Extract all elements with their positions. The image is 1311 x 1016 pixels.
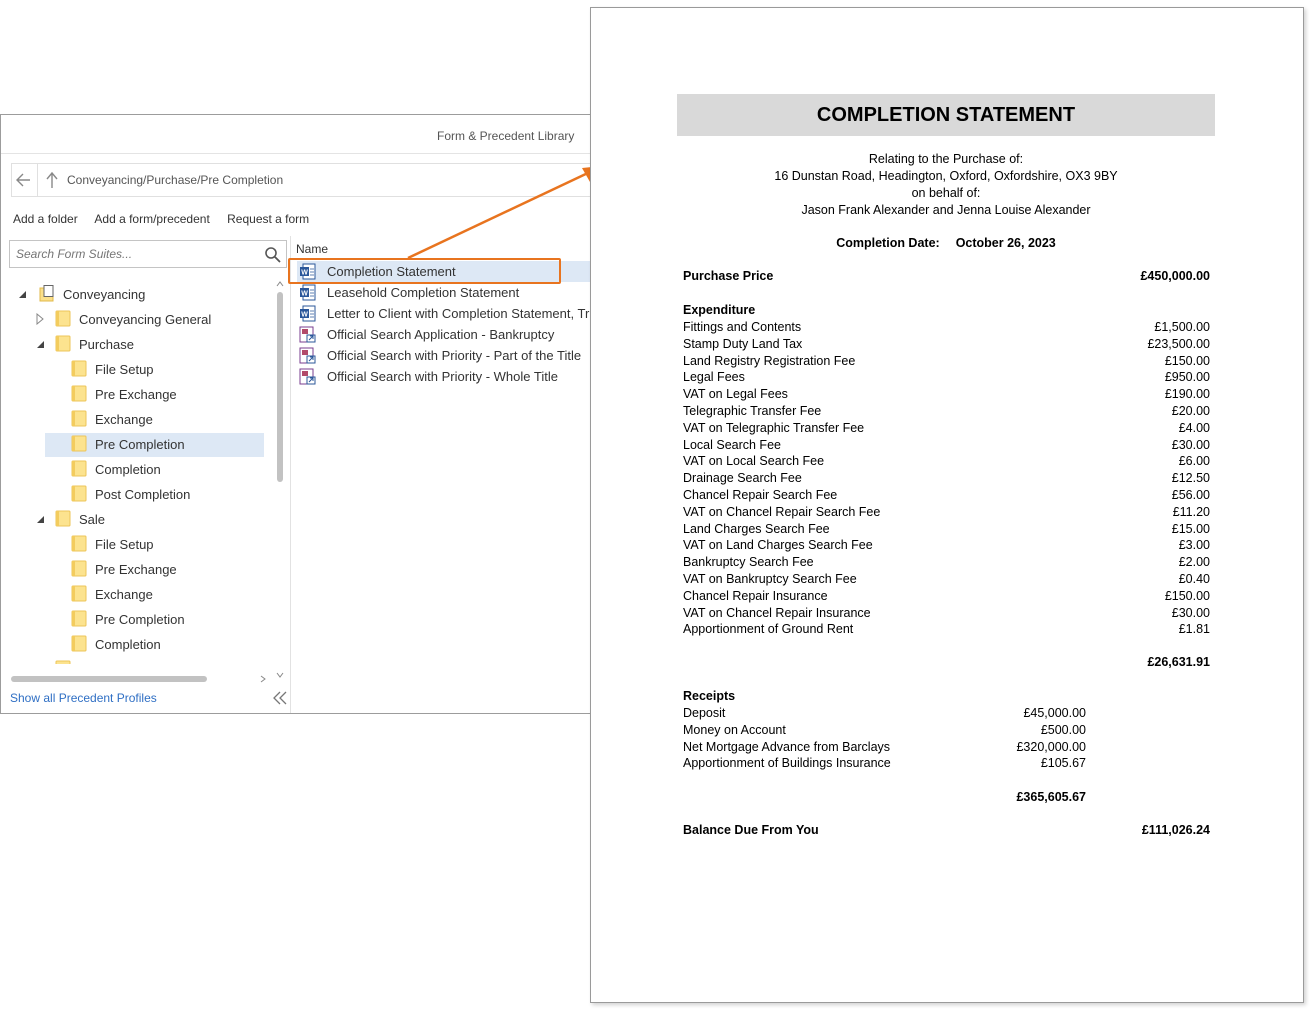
library-toolbar: [13, 212, 323, 226]
expenditure-row: [683, 454, 1210, 471]
expenditure-total: £26,631.91: [1147, 655, 1210, 669]
word-doc-icon: [299, 284, 316, 301]
form-shortcut-icon: [299, 368, 316, 385]
expenditure-amount: £0.40: [1178, 572, 1210, 586]
tree-item[interactable]: [1, 608, 271, 630]
file-label: Leasehold Completion Statement: [327, 285, 520, 300]
up-folder-button[interactable]: [42, 164, 62, 196]
tree-item[interactable]: [1, 308, 271, 330]
expenditure-row: [683, 488, 1210, 505]
breadcrumb-path[interactable]: Conveyancing/Purchase/Pre Completion: [67, 173, 284, 187]
request-form-button[interactable]: Request a form: [227, 212, 310, 226]
folder-icon: [71, 460, 87, 477]
expenditure-amount: £15.00: [1171, 521, 1210, 536]
expenditure-label: VAT on Bankruptcy Search Fee: [683, 572, 857, 586]
expenditure-row: [683, 354, 1210, 371]
expenditure-amount: £11.20: [1172, 504, 1210, 519]
tree-item-label: Sale: [79, 512, 106, 527]
up-arrow-icon: [42, 164, 62, 196]
balance-value: £111,026.24: [1141, 823, 1210, 837]
svg-text:W: W: [301, 311, 308, 319]
expenditure-row: [683, 387, 1210, 404]
tree-vertical-scrollbar[interactable]: [276, 282, 284, 672]
expenditure-label: VAT on Land Charges Search Fee: [683, 538, 873, 553]
expenditure-amount: £56.00: [1171, 488, 1210, 502]
expenditure-amount: £3.00: [1178, 538, 1210, 553]
expenditure-amount: £4.00: [1178, 420, 1210, 435]
file-label: Official Search Application - Bankruptcy: [327, 327, 555, 342]
tree-item-label: Pre Exchange: [95, 387, 177, 402]
file-row[interactable]: [297, 366, 600, 387]
expenditure-label: Stamp Duty Land Tax: [683, 336, 803, 351]
suite-folder-icon: [39, 285, 55, 302]
tree-item[interactable]: [1, 383, 271, 405]
form-shortcut-icon: [299, 347, 316, 364]
expenditure-amount: £12.50: [1171, 471, 1210, 486]
tree-item[interactable]: [1, 358, 271, 380]
folder-icon: [71, 435, 87, 452]
receipts-total-row: [683, 790, 1210, 807]
expenditure-label: Bankruptcy Search Fee: [683, 555, 814, 570]
expenditure-amount: £150.00: [1164, 588, 1210, 603]
expenditure-row: [683, 555, 1210, 572]
folder-icon: [71, 360, 87, 377]
tree-horizontal-scrollbar[interactable]: [11, 675, 271, 683]
folder-icon: [55, 660, 71, 664]
back-arrow-icon: [12, 164, 38, 196]
expenditure-label: Chancel Repair Insurance: [683, 588, 828, 603]
folder-icon: [71, 585, 87, 602]
expenditure-label: Land Charges Search Fee: [683, 521, 830, 536]
tree-item-label: Pre Completion: [95, 612, 185, 627]
highlight-box: [288, 258, 561, 284]
folder-icon: [71, 535, 87, 552]
receipt-row: [683, 723, 1210, 740]
expenditure-row: [683, 589, 1210, 606]
expenditure-row: [683, 404, 1210, 421]
tree-item-label: Exchange: [95, 587, 153, 602]
expenditure-amount: £6.00: [1178, 454, 1210, 469]
expenditure-label: VAT on Telegraphic Transfer Fee: [683, 420, 865, 435]
folder-icon: [71, 635, 87, 652]
collapse-pane-icon[interactable]: [271, 689, 289, 707]
address-bar: [11, 163, 600, 197]
receipt-row: [683, 756, 1210, 773]
expenditure-label: Drainage Search Fee: [683, 471, 802, 486]
tree-item-label: Conveyancing General: [79, 312, 212, 327]
receipt-label: Apportionment of Buildings Insurance: [683, 756, 891, 771]
search-input[interactable]: [16, 245, 256, 263]
folder-icon: [55, 510, 71, 527]
tree-item[interactable]: [1, 508, 271, 530]
receipt-label: Net Mortgage Advance from Barclays: [683, 739, 891, 754]
expenditure-heading-label: Expenditure: [683, 303, 756, 317]
tree-item-label: Completion: [95, 637, 161, 652]
document-title: COMPLETION STATEMENT: [677, 94, 1215, 136]
expenditure-amount: £190.00: [1164, 387, 1210, 402]
tree-item-label: Purchase: [79, 337, 134, 352]
expenditure-label: Fittings and Contents: [683, 320, 802, 334]
show-all-profiles-link[interactable]: Show all Precedent Profiles: [10, 691, 157, 705]
file-row[interactable]: [297, 303, 600, 324]
expenditure-row: [683, 606, 1210, 623]
folder-icon: [55, 310, 71, 327]
folder-icon: [71, 410, 87, 427]
title-divider: [1, 153, 600, 154]
svg-text:W: W: [301, 290, 308, 298]
receipt-label: Money on Account: [683, 722, 786, 737]
expenditure-row: [683, 320, 1210, 337]
expenditure-row: [683, 572, 1210, 589]
tree-item[interactable]: [1, 558, 271, 580]
receipt-row: [683, 706, 1210, 723]
receipts-heading: [683, 689, 1210, 706]
window-title: Form & Precedent Library: [437, 129, 575, 143]
expenditure-heading: [683, 303, 1210, 320]
expenditure-amount: £23,500.00: [1147, 336, 1210, 351]
tree-item-label: Post Completion: [95, 487, 191, 502]
balance-label: Balance Due From You: [683, 823, 819, 837]
balance-row: [683, 823, 1210, 840]
folder-icon: [71, 610, 87, 627]
purchase-price-label: Purchase Price: [683, 269, 774, 283]
tree-item[interactable]: [1, 433, 271, 455]
expenditure-label: Chancel Repair Search Fee: [683, 488, 838, 502]
receipt-amount: £105.67: [1040, 756, 1086, 771]
add-form-button[interactable]: Add a form/precedent: [94, 212, 210, 226]
word-doc-icon: [299, 305, 316, 322]
column-header-name[interactable]: Name: [296, 242, 329, 256]
folder-icon: [71, 385, 87, 402]
behalf-line: on behalf of:: [911, 186, 981, 200]
file-row[interactable]: [297, 324, 600, 345]
receipt-amount: £320,000.00: [1016, 739, 1086, 754]
receipts-heading-label: Receipts: [683, 689, 736, 703]
tree-item-label: File Setup: [95, 362, 154, 377]
back-button[interactable]: [12, 164, 38, 196]
folder-icon: [55, 335, 71, 352]
form-precedent-library-window: [0, 114, 600, 714]
expenditure-row: [683, 421, 1210, 438]
expenditure-row: [683, 505, 1210, 522]
form-shortcut-icon: [299, 326, 316, 343]
svg-text:W: W: [301, 269, 308, 277]
expenditure-label: VAT on Legal Fees: [683, 387, 788, 402]
expenditure-row: [683, 622, 1210, 639]
expenditure-label: VAT on Chancel Repair Insurance: [683, 605, 871, 620]
folder-icon: [71, 485, 87, 502]
expenditure-row: [683, 370, 1210, 387]
scroll-right-icon[interactable]: [259, 675, 267, 683]
tree-item-label: File Setup: [95, 537, 154, 552]
file-label: Letter to Client with Completion Statement, Tr: [327, 306, 590, 321]
tree-item[interactable]: [1, 333, 271, 355]
expanded-arrow-icon[interactable]: [17, 288, 27, 300]
purchase-price-row: [683, 269, 1210, 286]
purchase-price-value: £450,000.00: [1140, 269, 1210, 283]
pane-divider: [290, 236, 291, 714]
completion-statement-document: [590, 7, 1304, 1003]
client-names: Jason Frank Alexander and Jenna Louise Alexander: [801, 203, 1091, 217]
relating-line: Relating to the Purchase of:: [868, 152, 1024, 166]
tree-item[interactable]: [1, 533, 271, 555]
file-row[interactable]: [297, 345, 600, 366]
receipt-amount: £45,000.00: [1023, 706, 1086, 720]
expenditure-label: Legal Fees: [683, 370, 745, 385]
collapsed-arrow-icon[interactable]: [35, 313, 45, 325]
tree-item-label: Completion: [95, 462, 161, 477]
scroll-up-icon[interactable]: [276, 280, 284, 288]
receipt-amount: £500.00: [1040, 722, 1086, 737]
expanded-arrow-icon[interactable]: [35, 513, 45, 525]
expenditure-amount: £950.00: [1164, 370, 1210, 385]
file-label: Official Search with Priority - Whole Title: [327, 369, 558, 384]
tree-item[interactable]: [1, 483, 271, 505]
horizontal-scroll-thumb[interactable]: [11, 676, 207, 682]
scroll-down-icon[interactable]: [276, 671, 284, 679]
completion-date-line: [677, 236, 1215, 250]
vertical-scroll-thumb[interactable]: [277, 292, 283, 482]
tree-item[interactable]: [1, 458, 271, 480]
search-icon[interactable]: [264, 246, 282, 264]
expenditure-amount: £2.00: [1178, 555, 1210, 570]
property-address: 16 Dunstan Road, Headington, Oxford, Oxfordshire, OX3 9BY: [774, 169, 1118, 183]
expenditure-amount: £150.00: [1164, 353, 1210, 368]
completion-date-value: October 26, 2023: [955, 236, 1056, 250]
expenditure-total-row: [683, 655, 1210, 672]
file-row[interactable]: [297, 282, 600, 303]
expenditure-amount: £30.00: [1171, 605, 1210, 620]
expenditure-label: Telegraphic Transfer Fee: [683, 404, 822, 418]
expenditure-label: Apportionment of Ground Rent: [683, 622, 854, 637]
tree-item-partial: [1, 658, 271, 664]
tree-item[interactable]: [1, 583, 271, 605]
expenditure-amount: £1,500.00: [1154, 320, 1210, 334]
expanded-arrow-icon[interactable]: [35, 338, 45, 350]
expenditure-row: [683, 337, 1210, 354]
expenditure-row: [683, 471, 1210, 488]
expenditure-row: [683, 438, 1210, 455]
expenditure-label: Local Search Fee: [683, 437, 781, 452]
receipts-total: £365,605.67: [1016, 790, 1086, 804]
expenditure-row: [683, 538, 1210, 555]
receipt-row: [683, 740, 1210, 757]
tree-item[interactable]: [1, 283, 271, 305]
tree-item-label: Pre Exchange: [95, 562, 177, 577]
tree-item[interactable]: [1, 633, 271, 655]
expenditure-label: VAT on Chancel Repair Search Fee: [683, 504, 881, 519]
tree-item-label: Pre Completion: [95, 437, 185, 452]
search-box: [9, 240, 287, 268]
expenditure-label: VAT on Local Search Fee: [683, 454, 825, 469]
expenditure-amount: £30.00: [1171, 437, 1210, 452]
expenditure-amount: £20.00: [1171, 404, 1210, 418]
folder-icon: [71, 560, 87, 577]
tree-item-label: Exchange: [95, 412, 153, 427]
tree-item[interactable]: [1, 408, 271, 430]
expenditure-amount: £1.81: [1178, 622, 1210, 637]
file-label: Official Search with Priority - Part of the Title: [327, 348, 582, 363]
tree-item-label: Conveyancing: [63, 287, 146, 302]
expenditure-label: Land Registry Registration Fee: [683, 353, 856, 368]
expenditure-row: [683, 522, 1210, 539]
completion-date-label: Completion Date:: [836, 236, 940, 250]
receipt-label: Deposit: [683, 706, 726, 720]
file-label: Completion Statement: [327, 264, 456, 279]
add-folder-button[interactable]: Add a folder: [13, 212, 78, 226]
